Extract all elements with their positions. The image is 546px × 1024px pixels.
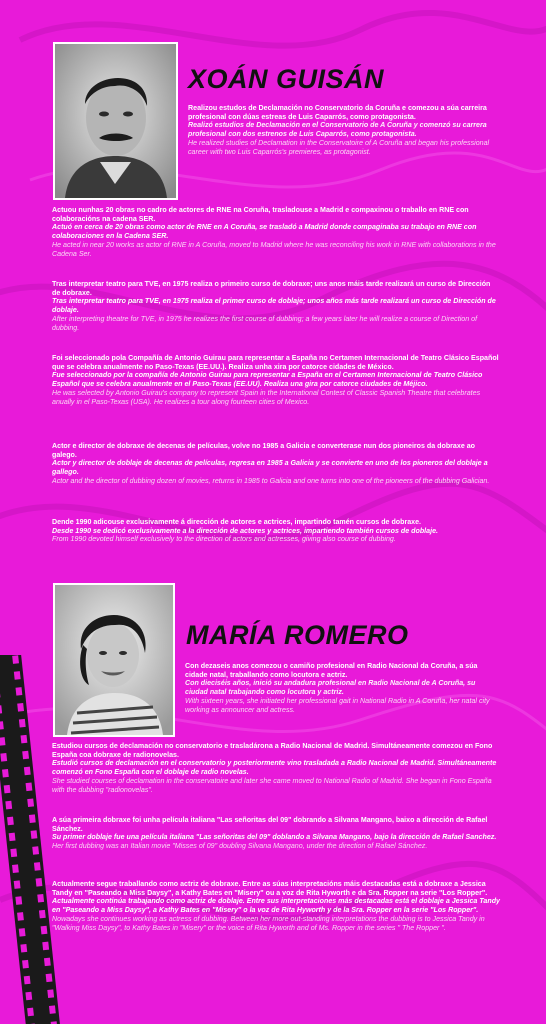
portrait-xoan-guisan bbox=[53, 42, 178, 200]
paragraph-maria-1 bbox=[52, 742, 500, 794]
intro-galician: Realizou estudos de Declamación no Conservatorio da Coruña e comezou a súa carreira profesional con dúas estreas de Luis Caparrós, como protagonista. bbox=[188, 104, 487, 121]
name-heading-maria-romero: MARÍA ROMERO bbox=[186, 620, 409, 650]
paragraph-english: She studied courses of declamation in the conservatoire and later she came moved to National Radio of Madrid. She began in Fono España with the dubbing "radionovelas". bbox=[52, 776, 492, 794]
paragraph-spanish: Fue seleccionado por la compañía de Antonio Guirau para representar a España en el Certamen Internacional de Teatro Clásico Español que se celebra anualmente en el Paso-Texas (EE.UU). Realiza una gira por catorce ciudades de Méjico. bbox=[52, 371, 483, 389]
paragraph-xoan-4 bbox=[52, 442, 500, 486]
intro-maria-romero bbox=[185, 662, 497, 714]
intro-english: With sixteen years, she initiated her professional gait in National Radio in A Coruña, her natal city working as announcer and actress. bbox=[185, 696, 490, 714]
paragraph-xoan-2 bbox=[52, 280, 500, 332]
paragraph-english: Her first dubbing was an Italian movie "Misses of 09" doubling Silvana Mangano, under the direction of Rafael Sánchez. bbox=[52, 842, 428, 851]
paragraph-xoan-5 bbox=[52, 518, 500, 544]
paragraph-xoan-1 bbox=[52, 206, 500, 258]
portrait-photo-woman bbox=[55, 585, 173, 735]
paragraph-galician: Actuou nunhas 20 obras no cadro de actores de RNE na Coruña, trasladouse a Madrid e compaxinou o traballo en RNE con colaboracións na cadena SER. bbox=[52, 206, 469, 223]
paragraph-galician: A súa primeira dobraxe foi unha película italiana "Las señoritas del 09" dobrando a Silvana Mangano, baixo a dirección de Rafael Sánchez. bbox=[52, 816, 488, 833]
paragraph-galician: Actualmente segue traballando como actriz de dobraxe. Entre as súas interpretacións máis destacadas está a dobraxe a Jessica Tandy en "Paseando a Miss Daysy", a Kathy Bates en "Misery" ou a voz de Rita Hyworth e da Sra. Ropper na serie "Los Ropper". bbox=[52, 880, 488, 897]
paragraph-english: After interpreting theatre for TVE, in 1975 he realizes the first course of dubbing; a few years later he will realize a course of Direction of dubbing. bbox=[52, 314, 478, 332]
paragraph-english: He was selected by Antonio Guirau's company to represent Spain in the International Contest of Classic Spanish Theatre that celebrates anually in el Paso-Texas (USA). He realizes a tour along fourteen cities of Mexico. bbox=[52, 388, 481, 406]
paragraph-galician: Estudiou cursos de declamación no conservatorio e trasladárona a Radio Nacional de Madrid. Simultáneamente comezou en Fono España coa dobraxe de radionovelas. bbox=[52, 742, 493, 759]
paragraph-spanish: Su primer doblaje fue una película italiana "Las señoritas del 09" doblando a Silvana Mangano, bajo la dirección de Rafael Sanchez. bbox=[52, 833, 497, 842]
paragraph-english: He acted in near 20 works as actor of RNE in A Coruña, moved to Madrid where he was reconciling his work in RNE with collaborations in the Cadena Ser. bbox=[52, 240, 496, 258]
paragraph-galician: Dende 1990 adicouse exclusivamente á dirección de actores e actrices, impartindo tamén cursos de dobraxe. bbox=[52, 518, 422, 526]
paragraph-spanish: Actualmente continúa trabajando como actriz de doblaje. Entre sus interpretaciones más destacadas está el doblaje a Jessica Tandy en "Paseando a Miss Daysy", a Kathy Bates en "Misery" o la voz de Rita Hyworth y de la Sra. Ropper en la serie "Los Ropper". bbox=[52, 897, 500, 915]
paragraph-galician: Tras interpretar teatro para TVE, en 1975 realiza o primeiro curso de dobraxe; uns anos máis tarde realizará un curso de Dirección de dobraxe. bbox=[52, 280, 491, 297]
intro-xoan-guisan bbox=[188, 104, 498, 156]
intro-galician: Con dezaseis anos comezou o camiño profesional en Radio Nacional da Coruña, a súa cidade natal, traballando como locutora e actriz. bbox=[185, 662, 478, 679]
paragraph-english: Nowadays she continues working as actress of dubbing. Between her more out-standing interpretations the dubbing is to Jessica Tandy in "Walking Miss Daysy", to Kathy Bates in "Misery" or the voice of Rita Hyworth and of Ms. Ropper in the series " The Ropper ". bbox=[52, 914, 485, 932]
paragraph-galician: Foi seleccionado pola Compañía de Antonio Guirau para representar a España no Certamen Internacional de Teatro Clásico Español que se celebra anualmente no Paso-Texas (EE.UU.). Realiza unha xira por catorce cidades de México. bbox=[52, 354, 499, 371]
portrait-maria-romero bbox=[53, 583, 175, 737]
intro-english: He realized studies of Declamation in the Conservatoire of A Coruña and began his professional career with two Luis Caparrós's premieres, as protagonist. bbox=[188, 138, 490, 156]
paragraph-maria-2 bbox=[52, 816, 500, 851]
paragraph-spanish: Actor y director de doblaje de decenas de películas, regresa en 1985 a Galicia y se convierte en uno de los pioneros del doblaje a gallego. bbox=[52, 459, 488, 477]
paragraph-spanish: Desde 1990 se dedicó exclusivamente a la dirección de actores y actrices, impartiendo también cursos de doblaje. bbox=[52, 526, 438, 535]
film-strip-decoration bbox=[0, 655, 60, 1024]
paragraph-galician: Actor e director de dobraxe de decenas de películas, volve no 1985 a Galicia e converterase nun dos pioneiros da dobraxe ao galego. bbox=[52, 442, 476, 459]
paragraph-spanish: Estudió cursos de declamación en el conservatorio y posteriormente vino trasladada a Radio Nacional de Madrid. Simultáneamente comenzó en Fono España con el doblaje de radio novelas. bbox=[52, 759, 497, 777]
intro-spanish: Realizó estudios de Declamación en el Conservatorio de A Coruña y comenzó su carrera profesional con dos estrenos de Luis Caparrós, como protagonista. bbox=[188, 121, 487, 139]
portrait-photo-man bbox=[55, 44, 176, 198]
paragraph-english: From 1990 devoted himself exclusively to the direction of actors and actresses, giving also course of dubbing. bbox=[52, 535, 396, 544]
name-heading-xoan-guisan: XOÁN GUISÁN bbox=[188, 64, 385, 94]
paragraph-spanish: Tras interpretar teatro para TVE, en 1975 realiza el primer curso de doblaje; unos años más tarde realizará un curso de Dirección de doblaje. bbox=[52, 297, 496, 315]
paragraph-english: Actor and the director of dubbing dozen of movies, returns in 1985 to Galicia and one turns into one of the pioneers of the dubbing Galician. bbox=[52, 476, 490, 485]
paragraph-xoan-3 bbox=[52, 354, 500, 406]
paragraph-spanish: Actuó en cerca de 20 obras como actor de RNE en A Coruña, se trasladó a Madrid donde compaginaba su trabajo en RNE con colaboraciones en la Cadena SER. bbox=[52, 223, 477, 241]
intro-spanish: Con dieciséis años, inició su andadura profesional en Radio Nacional de A Coruña, su ciudad natal trabajando como locutora y actriz. bbox=[185, 679, 476, 697]
paragraph-maria-3 bbox=[52, 880, 500, 932]
